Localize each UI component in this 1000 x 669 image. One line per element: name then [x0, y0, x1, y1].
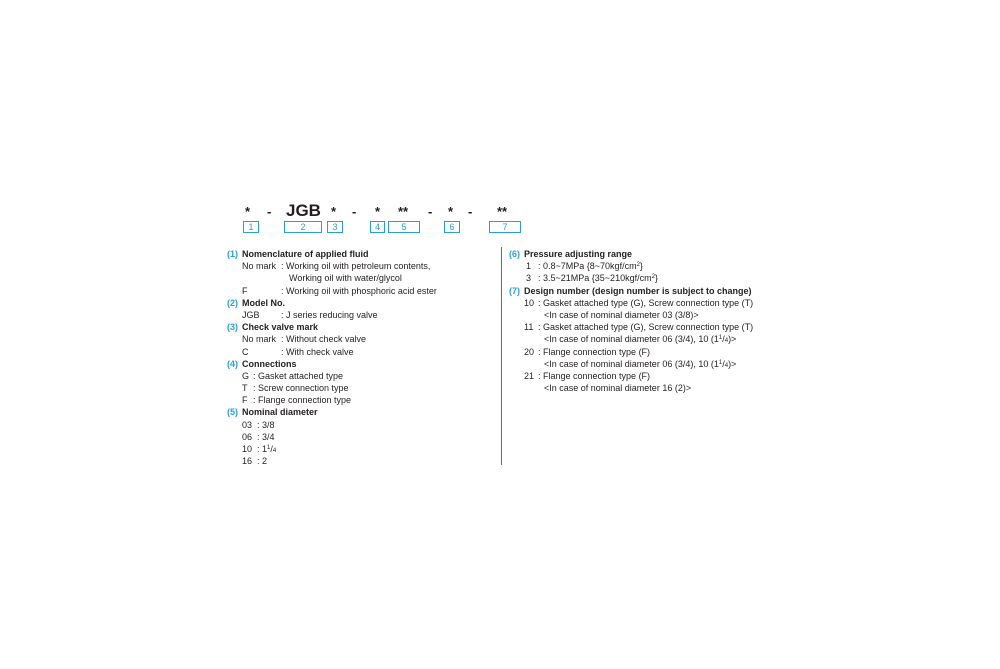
section-number: (7)	[509, 285, 520, 296]
item-value: : 3/4	[257, 431, 275, 442]
position-box-2: 2	[284, 221, 322, 233]
item-value: : Without check valve	[281, 334, 367, 345]
list-item	[227, 260, 497, 272]
right-column	[509, 248, 799, 394]
list-item	[227, 333, 497, 345]
item-value: : Flange connection type (F)	[538, 370, 651, 381]
closing-brace: }	[654, 273, 658, 284]
item-value: : Screw connection type	[253, 383, 349, 394]
left-column	[227, 248, 497, 467]
section-number: (6)	[509, 249, 520, 259]
closing-bracket: )>	[728, 358, 737, 369]
item-value: : Working oil with petroleum contents,	[281, 261, 431, 272]
fraction-numerator: 1	[718, 359, 723, 366]
list-item	[227, 394, 497, 406]
position-box-1: 1	[243, 221, 259, 233]
item-key: F	[242, 395, 248, 406]
section-heading	[227, 358, 497, 370]
section-title: Pressure adjusting range	[524, 249, 633, 259]
section-heading	[509, 285, 799, 297]
item-key: 3	[526, 273, 532, 284]
fraction-numerator: 1	[718, 335, 723, 342]
item-key: 20	[524, 346, 535, 357]
item-key: 16	[242, 456, 253, 467]
item-key: No mark	[242, 261, 277, 272]
item-key: 11	[524, 322, 534, 333]
section-title: Model No.	[242, 297, 285, 308]
list-item	[509, 297, 799, 309]
superscript-2: 2	[636, 262, 640, 269]
code-token: -	[428, 204, 433, 219]
section-heading	[227, 321, 497, 333]
section-heading	[227, 297, 497, 309]
item-note: <In case of nominal diameter 16 (2)>	[544, 383, 692, 394]
item-note: <In case of nominal diameter 03 (3/8)>	[544, 309, 699, 320]
item-value: : Gasket attached type (G), Screw connection type (T)	[538, 297, 754, 308]
section-title: Nomenclature of applied fluid	[242, 249, 369, 259]
item-key: 06	[242, 431, 253, 442]
closing-brace: }	[639, 261, 643, 272]
code-token: *	[375, 204, 381, 219]
item-key: 1	[526, 261, 532, 272]
item-key: 21	[524, 370, 535, 381]
item-value: : 1	[257, 444, 268, 454]
section-title: Design number (design number is subject to change)	[524, 285, 752, 296]
position-box-6: 6	[444, 221, 460, 233]
item-note: <In case of nominal diameter 06 (3/4), 10 (1	[544, 334, 719, 345]
fraction-denominator: 4	[272, 448, 277, 454]
section-title: Check valve mark	[242, 322, 319, 333]
item-value: : 2	[257, 456, 268, 467]
item-key: 10	[524, 297, 535, 308]
item-key: T	[242, 383, 248, 394]
section-number: (5)	[227, 407, 238, 418]
item-key: G	[242, 370, 250, 381]
list-item	[509, 321, 799, 333]
list-item-note: <In case of nominal diameter 06 (3/4), 10 $(1^1/4)>$	[544, 334, 737, 345]
code-token: *	[448, 204, 454, 219]
item-value: : Flange connection type	[253, 395, 352, 406]
section-number: (3)	[227, 322, 238, 333]
list-item	[227, 370, 497, 382]
code-token: **	[497, 204, 508, 219]
list-item-note: <In case of nominal diameter 06 (3/4), 10 $(1^1/4)>$	[544, 358, 737, 369]
section-number: (4)	[227, 358, 238, 369]
item-key: C	[242, 346, 249, 357]
superscript-2: 2	[651, 274, 655, 281]
section-heading	[227, 406, 497, 418]
item-key: JGB	[242, 309, 260, 320]
list-item	[227, 431, 497, 443]
item-key: 10	[242, 444, 253, 454]
item-value: : Gasket attached type (G), Screw connection type (T)	[538, 322, 754, 333]
section-heading	[227, 248, 497, 260]
item-key: F	[242, 285, 248, 296]
section-number: (2)	[227, 297, 238, 308]
list-item	[509, 346, 799, 358]
section-title: Nominal diameter	[242, 407, 318, 418]
code-token: -	[352, 204, 357, 219]
item-value: : J series reducing valve	[281, 309, 378, 320]
list-item	[509, 272, 799, 284]
list-item	[227, 285, 497, 297]
closing-bracket: )>	[728, 334, 737, 345]
list-item	[227, 455, 497, 467]
fraction-numerator: 1	[267, 445, 271, 451]
position-box-3: 3	[327, 221, 343, 233]
item-value: Working oil with water/glycol	[289, 273, 402, 284]
item-value: : With check valve	[281, 346, 354, 357]
item-value: : Flange connection type (F)	[538, 346, 651, 357]
fraction-denominator: 4	[724, 362, 729, 369]
section-number: (1)	[227, 249, 238, 259]
list-item	[509, 260, 799, 272]
section-heading	[509, 248, 799, 260]
item-key: No mark	[242, 334, 277, 345]
fraction-denominator: 4	[724, 338, 729, 345]
list-item	[509, 370, 799, 382]
list-item	[227, 309, 497, 321]
item-note: <In case of nominal diameter 06 (3/4), 10 (1	[544, 358, 719, 369]
item-value: : 0.8~7MPa {8~70kgf/cm	[538, 261, 637, 272]
code-token: -	[468, 204, 473, 219]
position-box-5: 5	[388, 221, 420, 233]
column-divider	[501, 247, 502, 465]
list-item	[227, 419, 497, 431]
list-item-note	[509, 382, 799, 394]
code-token: *	[331, 204, 337, 219]
code-token: **	[398, 204, 409, 219]
list-item	[227, 346, 497, 358]
item-key: 03	[242, 419, 253, 430]
position-box-4: 4	[370, 221, 385, 233]
list-item-note	[509, 309, 799, 321]
section-title: Connections	[242, 358, 297, 369]
code-token: *	[245, 204, 251, 219]
item-value: : 3/8	[257, 419, 275, 430]
code-token: -	[267, 204, 272, 219]
list-item	[227, 382, 497, 394]
item-value: : Gasket attached type	[253, 370, 344, 381]
list-item: 10 : $1^1/4$	[242, 444, 277, 454]
position-box-7: 7	[489, 221, 521, 233]
item-value: : Working oil with phosphoric acid ester	[281, 285, 437, 296]
item-value: : 3.5~21MPa {35~210kgf/cm	[538, 273, 652, 284]
code-token-model: JGB	[286, 201, 321, 220]
list-item	[227, 272, 497, 284]
